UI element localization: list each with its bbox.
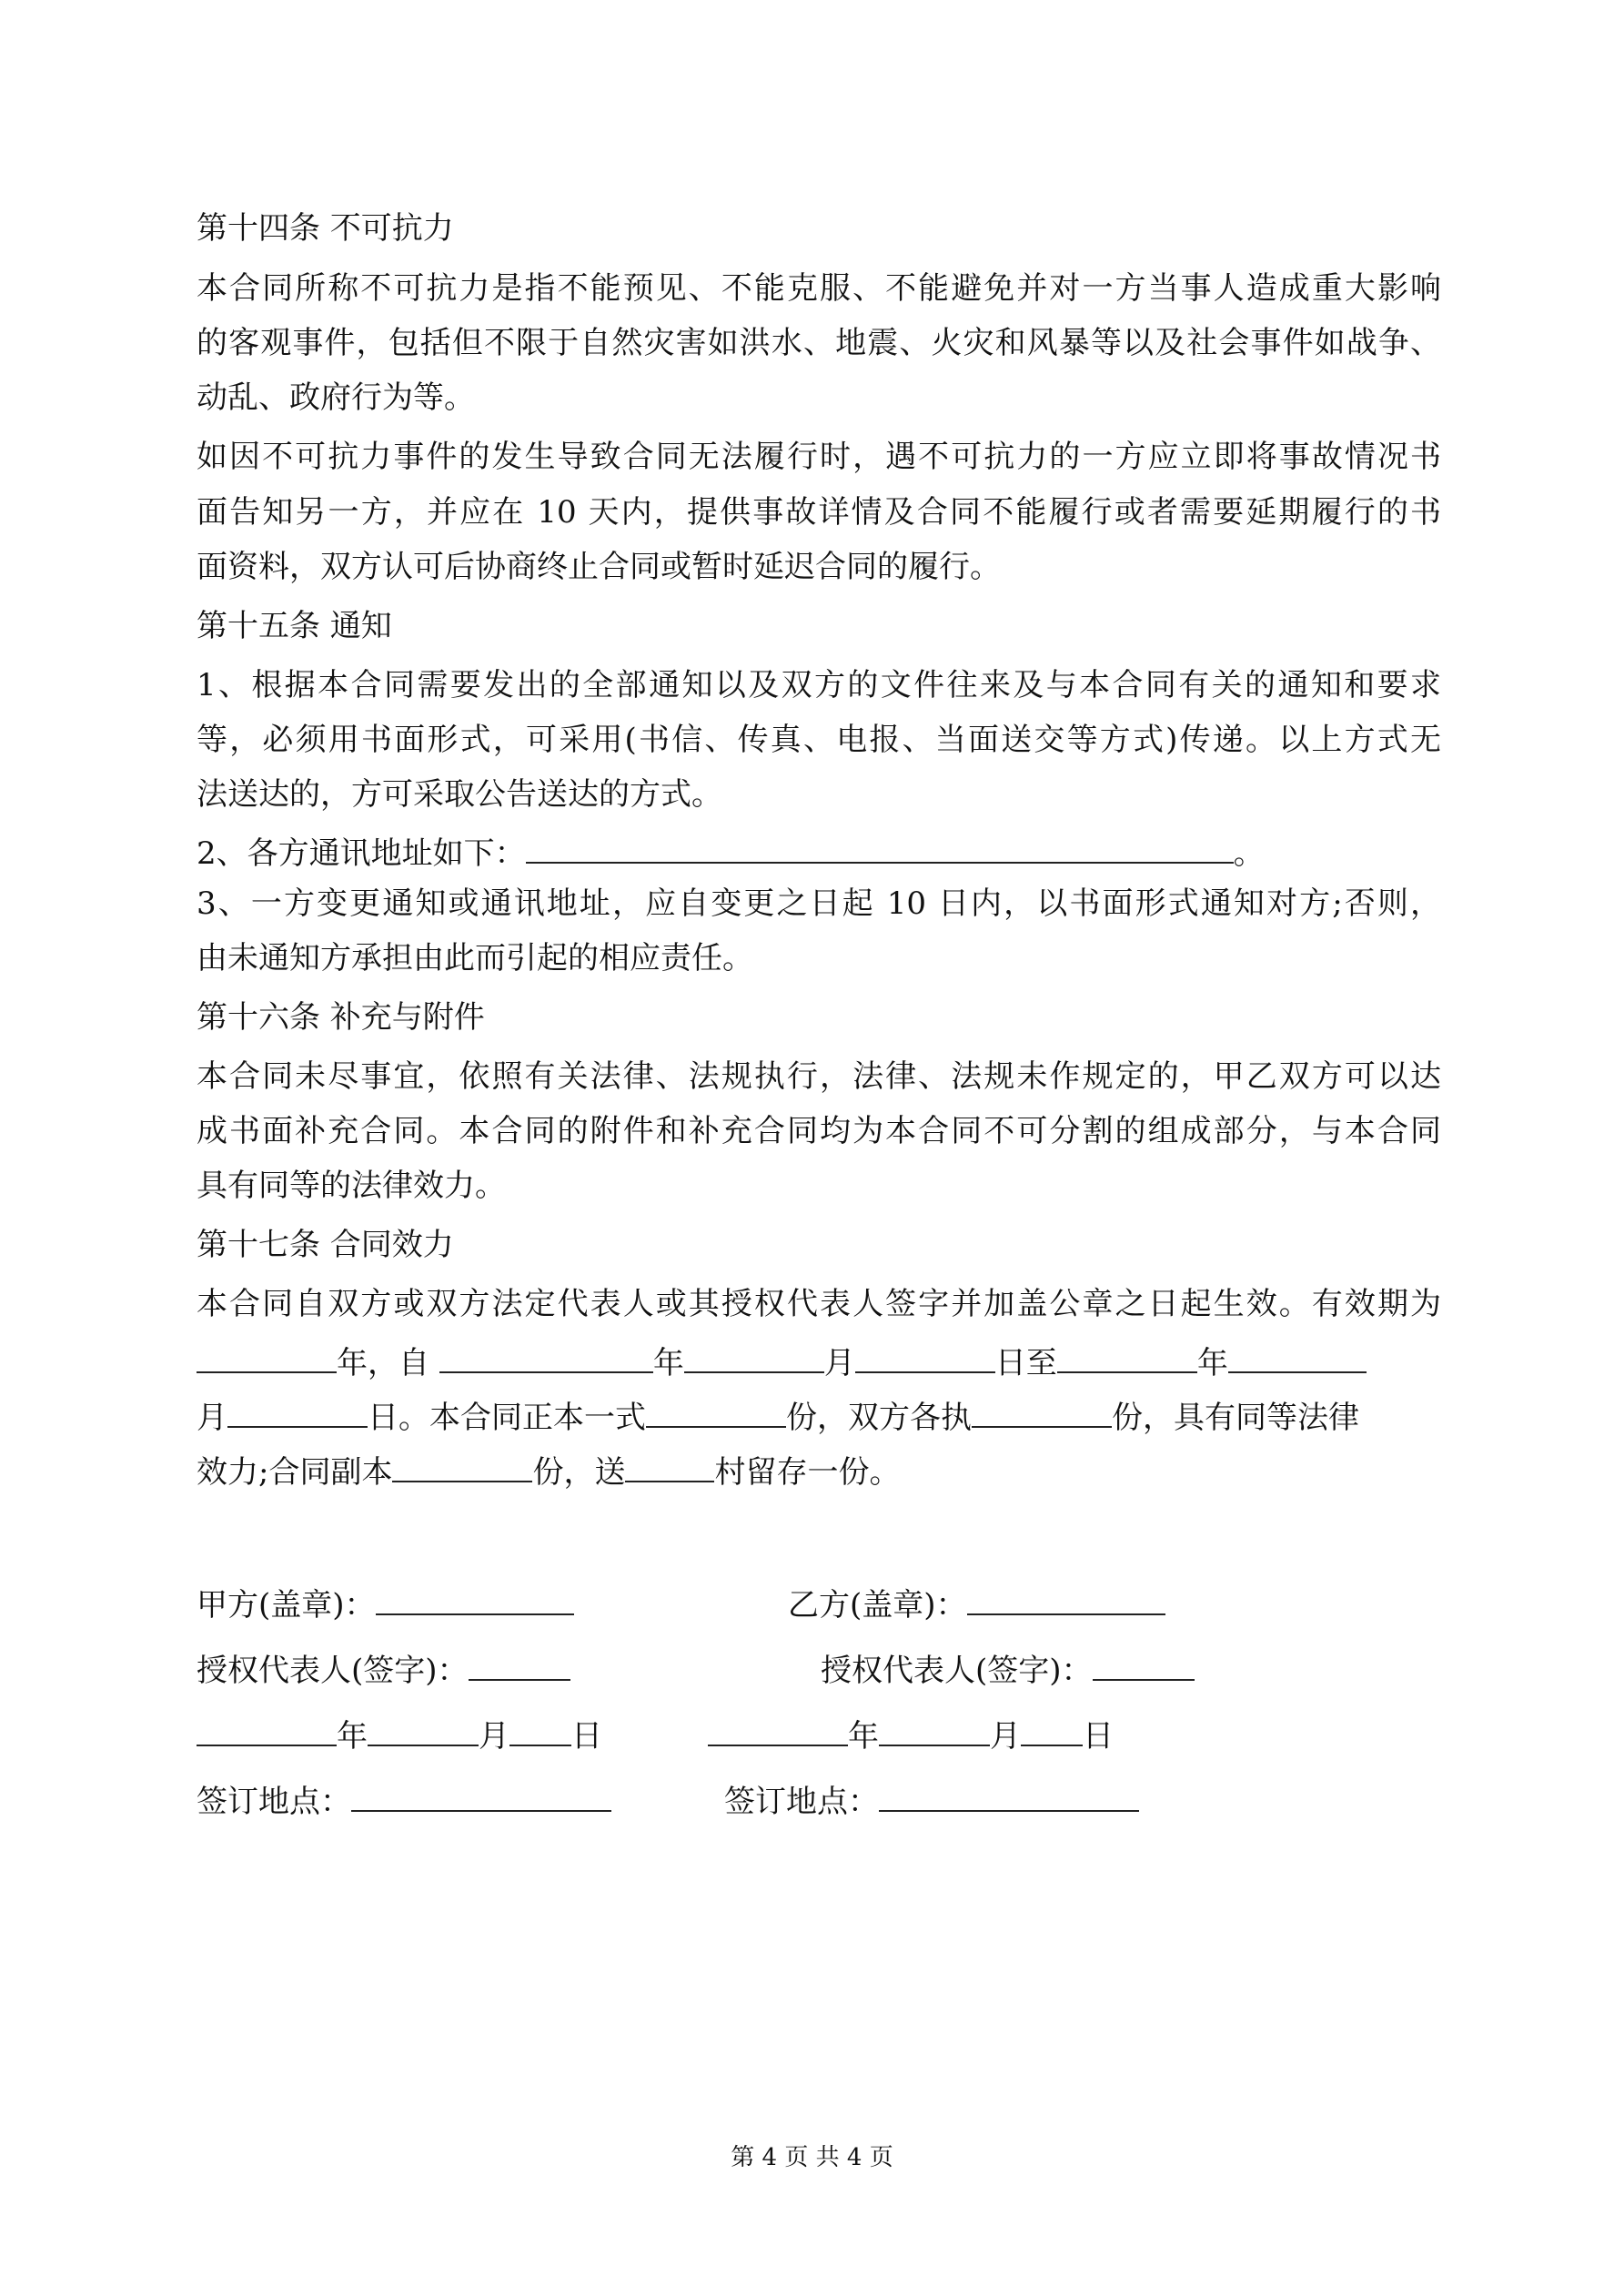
party-a-seal-blank[interactable] — [376, 1583, 574, 1615]
party-b-date — [708, 1714, 1114, 1755]
duplicate-copies-blank[interactable] — [392, 1450, 532, 1482]
article-15-p1-line3: 法送达的，方可采取公告送达的方式。 — [197, 776, 722, 813]
party-b-year-blank[interactable] — [708, 1714, 848, 1746]
party-a-place-blank[interactable] — [351, 1779, 611, 1812]
article-14-p1-line1: 本合同所称不可抗力是指不能预见、不能克服、不能避免并对一方当事人造成重大影响 — [197, 270, 1441, 307]
start-year-blank[interactable] — [439, 1340, 653, 1373]
end-year-blank[interactable] — [1057, 1340, 1197, 1373]
party-b-rep-label: 授权代表人(签字)： — [821, 1653, 1093, 1689]
original-copies-blank[interactable] — [646, 1395, 786, 1428]
address-blank[interactable] — [526, 831, 1234, 864]
day-to-label: 日至 — [994, 1345, 1057, 1381]
original-copies-label: 日。本合同正本一式 — [368, 1400, 646, 1436]
party-b-seal — [788, 1583, 1165, 1623]
party-b-label: 乙方(盖章)： — [788, 1587, 967, 1623]
address-period: 。 — [1233, 835, 1265, 872]
party-a-day-blank[interactable] — [509, 1714, 571, 1746]
party-b-month-label: 月 — [990, 1718, 1021, 1755]
article-16-p1-line1: 本合同未尽事宜，依照有关法律、法规执行，法律、法规未作规定的，甲乙双方可以达 — [197, 1058, 1441, 1095]
end-month-label: 月 — [197, 1400, 227, 1436]
party-b-place — [724, 1779, 1139, 1820]
start-month-label: 月 — [823, 1345, 855, 1381]
party-a-rep-blank[interactable] — [469, 1648, 570, 1681]
address-label: 2、各方通讯地址如下： — [197, 835, 526, 872]
article-14-p1-line2: 的客观事件，包括但不限于自然灾害如洪水、地震、火灾和风暴等以及社会事件如战争、 — [197, 325, 1441, 361]
party-a-day-label: 日 — [571, 1718, 602, 1755]
article-15-title: 第十五条 通知 — [197, 608, 392, 644]
party-b-place-blank[interactable] — [879, 1779, 1139, 1812]
village-blank[interactable] — [625, 1450, 714, 1482]
party-a-place-label: 签订地点： — [197, 1784, 351, 1820]
article-14-title: 第十四条 不可抗力 — [197, 210, 454, 247]
party-a-year-label: 年 — [337, 1718, 368, 1755]
end-year-label: 年 — [1196, 1345, 1228, 1381]
term-year-label: 年，自 — [337, 1345, 429, 1381]
party-b-day-label: 日 — [1083, 1718, 1114, 1755]
party-a-seal — [197, 1583, 574, 1623]
equal-effect-label: 份，具有同等法律 — [1112, 1400, 1359, 1436]
send-label: 份，送 — [532, 1454, 626, 1491]
article-15-p3-line2: 由未通知方承担由此而引起的相应责任。 — [197, 940, 753, 976]
party-a-month-blank[interactable] — [368, 1714, 479, 1746]
duplicate-label: 效力;合同副本 — [197, 1454, 393, 1491]
party-a-date — [197, 1714, 602, 1755]
article-17-line2 — [197, 1340, 1367, 1381]
article-16-p1-line2: 成书面补充合同。本合同的附件和补充合同均为本合同不可分割的组成部分，与本合同 — [197, 1113, 1441, 1149]
article-15-p1-line2: 等，必须用书面形式，可采用(书信、传真、电报、当面送交等方式)传递。以上方式无 — [197, 722, 1441, 758]
end-day-blank[interactable] — [227, 1395, 368, 1428]
party-a-year-blank[interactable] — [197, 1714, 337, 1746]
article-16-p1-line3: 具有同等的法律效力。 — [197, 1168, 506, 1204]
each-party-blank[interactable] — [972, 1395, 1112, 1428]
article-15-p2-line — [197, 831, 1265, 872]
party-a-rep — [197, 1648, 570, 1689]
article-15-p3-line1: 3、一方变更通知或通讯地址，应自变更之日起 10 日内，以书面形式通知对方;否则， — [197, 885, 1441, 922]
party-a-rep-label: 授权代表人(签字)： — [197, 1653, 469, 1689]
party-b-place-label: 签订地点： — [724, 1784, 879, 1820]
article-17-line3 — [197, 1395, 1359, 1436]
start-day-blank[interactable] — [855, 1340, 995, 1373]
party-b-year-label: 年 — [848, 1718, 879, 1755]
party-b-rep — [821, 1648, 1195, 1689]
article-17-line4 — [197, 1450, 900, 1491]
article-14-p2-line1: 如因不可抗力事件的发生导致合同无法履行时，遇不可抗力的一方应立即将事故情况书 — [197, 439, 1441, 475]
term-years-blank[interactable] — [197, 1340, 337, 1373]
article-15-p1-line1: 1、根据本合同需要发出的全部通知以及双方的文件往来及与本合同有关的通知和要求 — [197, 667, 1441, 703]
article-14-p2-line2: 面告知另一方，并应在 10 天内，提供事故详情及合同不能履行或者需要延期履行的书 — [197, 494, 1441, 531]
page-number-footer: 第 4 页 共 4 页 — [731, 2144, 893, 2171]
article-14-p2-line3: 面资料，双方认可后协商终止合同或暂时延迟合同的履行。 — [197, 549, 1001, 585]
party-b-day-blank[interactable] — [1021, 1714, 1083, 1746]
party-b-rep-blank[interactable] — [1093, 1648, 1195, 1681]
article-17-line1: 本合同自双方或双方法定代表人或其授权代表人签字并加盖公章之日起生效。有效期为 — [197, 1286, 1441, 1322]
start-year-label: 年 — [652, 1345, 684, 1381]
party-b-seal-blank[interactable] — [967, 1583, 1165, 1615]
party-a-label: 甲方(盖章)： — [197, 1587, 376, 1623]
end-month-blank[interactable] — [1228, 1340, 1367, 1373]
party-a-month-label: 月 — [479, 1718, 509, 1755]
village-label: 村留存一份。 — [714, 1454, 901, 1491]
article-14-p1-line3: 动乱、政府行为等。 — [197, 379, 475, 416]
each-party-label: 份，双方各执 — [786, 1400, 972, 1436]
party-a-place — [197, 1779, 611, 1820]
article-17-title: 第十七条 合同效力 — [197, 1227, 454, 1263]
party-b-month-blank[interactable] — [879, 1714, 990, 1746]
start-month-blank[interactable] — [684, 1340, 824, 1373]
article-16-title: 第十六条 补充与附件 — [197, 999, 485, 1036]
